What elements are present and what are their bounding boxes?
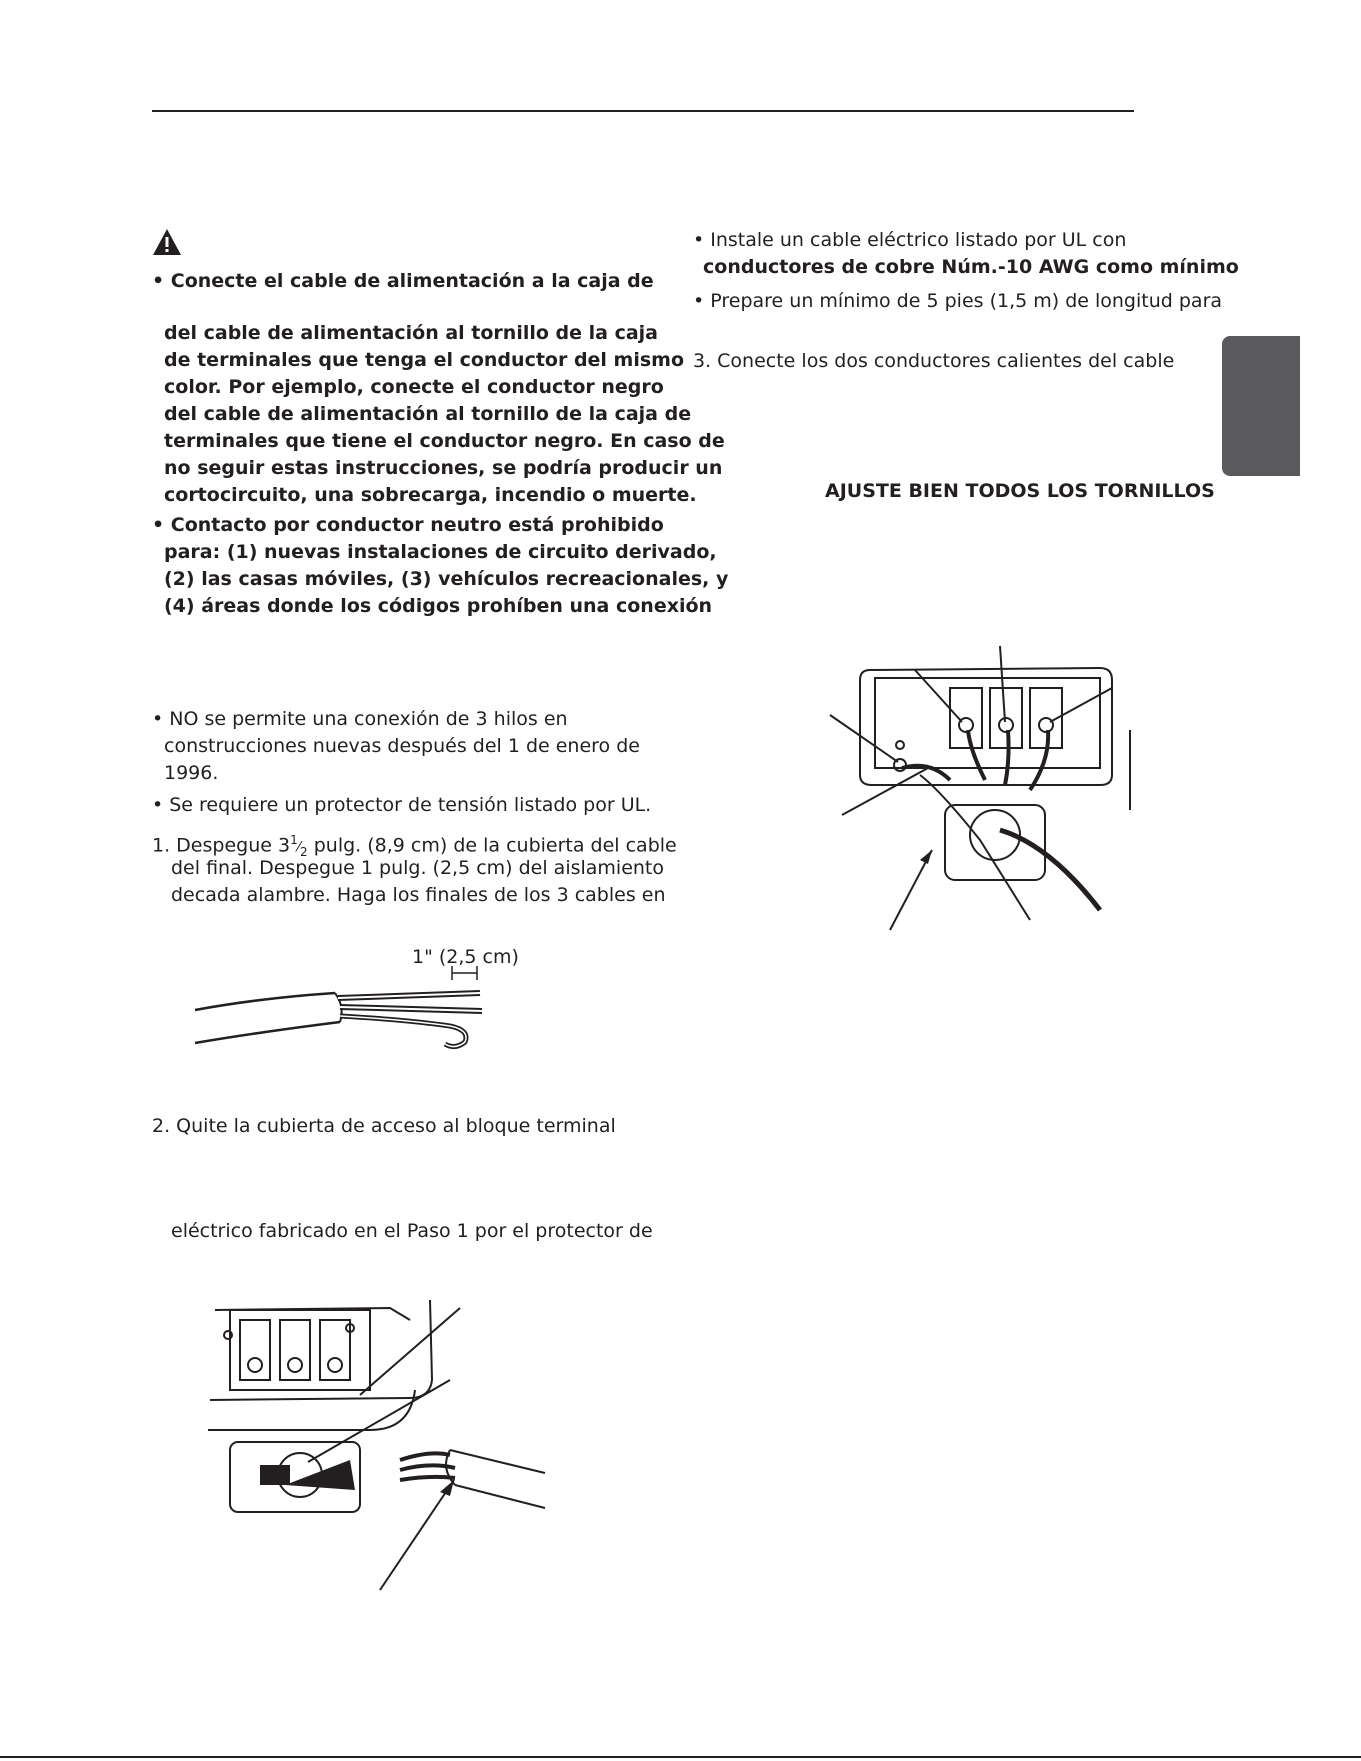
stripped-cable-diagram — [180, 960, 500, 1060]
right-line-2: conductores de cobre Núm.-10 AWG como mínimo — [703, 256, 1239, 278]
right-line-4: 3. Conecte los dos conductores calientes del cable — [693, 350, 1175, 372]
warning-line-2: del cable de alimentación al tornillo de la caja — [164, 322, 658, 344]
body-line-4: • Se requiere un protector de tensión listado por UL. — [152, 794, 652, 816]
warning-icon — [152, 228, 182, 256]
strain-relief-diagram — [200, 1280, 570, 1610]
warning-line-3: de terminales que tenga el conductor del mismo — [164, 349, 685, 371]
footer-rule — [0, 1756, 1361, 1758]
warning-line-12: (4) áreas donde los códigos prohíben una conexión — [164, 595, 713, 617]
warning-line-7: no seguir estas instrucciones, se podría producir un — [164, 457, 723, 479]
body-line-1: • NO se permite una conexión de 3 hilos en — [152, 708, 568, 730]
right-line-3: • Prepare un mínimo de 5 pies (1,5 m) de longitud para — [693, 290, 1223, 312]
step1-line-1: 1. Despegue $3^1⁄_2$ pulg. (8,9 cm) de la cubierta del cable — [152, 833, 677, 860]
warning-line-8: cortocircuito, una sobrecarga, incendio o muerte. — [164, 484, 697, 506]
warning-line-5: del cable de alimentación al tornillo de la caja de — [164, 403, 692, 425]
section-tab — [1222, 336, 1300, 476]
warning-line-10: para: (1) nuevas instalaciones de circuito derivado, — [164, 541, 717, 563]
body-line-3: 1996. — [164, 762, 219, 784]
step2-line-2: eléctrico fabricado en el Paso 1 por el protector de — [171, 1220, 653, 1242]
warning-line-6: terminales que tiene el conductor negro. En caso de — [164, 430, 725, 452]
warning-line-11: (2) las casas móviles, (3) vehículos recreacionales, y — [164, 568, 729, 590]
tighten-screws-note: AJUSTE BIEN TODOS LOS TORNILLOS — [825, 480, 1215, 502]
dimension-label: 1" (2,5 cm) — [412, 946, 519, 968]
step2-line-1: 2. Quite la cubierta de acceso al bloque terminal — [152, 1115, 616, 1137]
right-line-1: • Instale un cable eléctrico listado por UL con — [693, 229, 1127, 251]
warning-line-1: • Conecte el cable de alimentación a la caja de — [152, 270, 654, 292]
warning-line-4: color. Por ejemplo, conecte el conductor negro — [164, 376, 664, 398]
warning-line-9: • Contacto por conductor neutro está prohibido — [152, 514, 664, 536]
body-line-2: construcciones nuevas después del 1 de enero de — [164, 735, 640, 757]
terminal-block-diagram — [820, 650, 1140, 920]
step1-line-3: decada alambre. Haga los finales de los 3 cables en — [171, 884, 666, 906]
step1-line-2: del final. Despegue 1 pulg. (2,5 cm) del aislamiento — [171, 857, 665, 879]
header-rule — [152, 110, 1134, 112]
